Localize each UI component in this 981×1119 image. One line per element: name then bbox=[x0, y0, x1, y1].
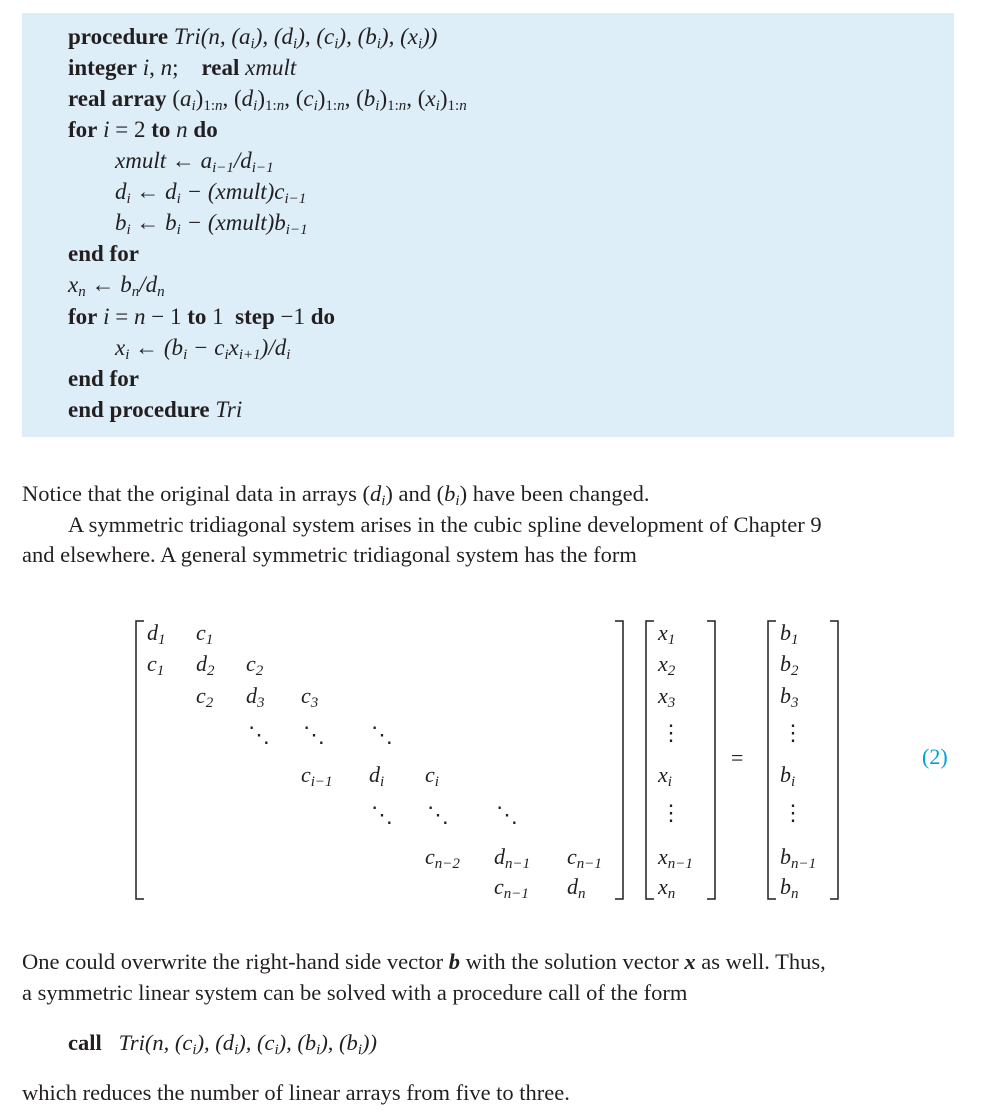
m-di: $d_i$ bbox=[369, 762, 385, 790]
procedure-signature: Tri(n, $(a_i)$, $(d_i)$, $(c_i)$, $(b_i)$, $(x_i)$) bbox=[173, 24, 438, 52]
x-vdots-1: ⋮ bbox=[660, 720, 682, 745]
bvec-left-bracket bbox=[768, 621, 776, 899]
int-vars-n: n bbox=[160, 55, 173, 80]
b-n: $b_n$ bbox=[780, 874, 799, 902]
m-d2: $d_2$ bbox=[196, 651, 215, 679]
b-vdots-2: ⋮ bbox=[782, 800, 804, 825]
paragraph-symmetric-1: A symmetric tridiagonal system arises in the cubic spline development of Chapter 9 bbox=[68, 512, 822, 537]
algo-line-d-update: $d_i$ ← $d_i$ − $(xmult)c_{i-1}$ bbox=[115, 179, 307, 207]
b-i: $b_i$ bbox=[780, 762, 796, 790]
bvec-right-bracket bbox=[830, 621, 838, 899]
m-cn-1b: $c_{n-1}$ bbox=[494, 874, 529, 902]
paragraph-overwrite-2: a symmetric linear system can be solved with a procedure call of the form bbox=[22, 980, 688, 1005]
int-vars: i bbox=[142, 55, 150, 80]
procedure-name: Tri bbox=[215, 397, 243, 422]
real-var: xmult bbox=[245, 55, 297, 80]
x-vdots-2: ⋮ bbox=[660, 800, 682, 825]
ddots-2: ⋱ bbox=[303, 722, 325, 747]
algo-line-declarations: integer i, n; real xmult bbox=[68, 55, 297, 80]
call-expression: Tri(n, $(c_i)$, $(d_i)$, $(c_i)$, $(b_i)$, $(b_i)$) bbox=[118, 1030, 377, 1058]
paragraph-symmetric-2: and elsewhere. A general symmetric tridiagonal system has the form bbox=[22, 542, 637, 567]
kw-real: real bbox=[201, 55, 240, 80]
kw-procedure: procedure bbox=[68, 24, 169, 49]
m-cn-1: $c_{n-1}$ bbox=[567, 844, 602, 872]
m-cn-2: $c_{n-2}$ bbox=[425, 844, 460, 872]
algo-line-endfor1: end for bbox=[68, 241, 139, 266]
x-n: $x_n$ bbox=[658, 874, 676, 902]
kw-end-procedure: end procedure bbox=[68, 397, 210, 422]
m-ci: $c_i$ bbox=[425, 762, 439, 790]
x-1: $x_1$ bbox=[658, 620, 676, 648]
x-n-1: $x_{n-1}$ bbox=[658, 844, 693, 872]
m-d3: $d_3$ bbox=[246, 683, 265, 711]
m-c1: $c_1$ bbox=[196, 620, 214, 648]
paragraph-reduces: which reduces the number of linear arrays from five to three. bbox=[22, 1080, 570, 1105]
x-i: $x_i$ bbox=[658, 762, 672, 790]
m-ci-1: $c_{i-1}$ bbox=[301, 762, 333, 790]
algo-line-for1: for i = 2 to n do bbox=[68, 117, 218, 142]
paragraph-notice: Notice that the original data in arrays $(d_i)$ and $(b_i)$ have been changed. bbox=[22, 481, 650, 509]
algo-line-for2: for i = n − 1 to 1 step −1 do bbox=[68, 304, 336, 329]
b-3: $b_3$ bbox=[780, 683, 799, 711]
b-2: $b_2$ bbox=[780, 651, 799, 679]
ddots-3: ⋱ bbox=[371, 722, 393, 747]
kw-real-array: real array bbox=[68, 86, 167, 111]
ddots-6: ⋱ bbox=[496, 802, 518, 827]
kw-integer: integer bbox=[68, 55, 137, 80]
x-3: $x_3$ bbox=[658, 683, 676, 711]
matrix-right-bracket bbox=[615, 621, 623, 899]
m-dn-1: $d_{n-1}$ bbox=[494, 844, 531, 872]
kw-call: call bbox=[68, 1030, 102, 1055]
m-c3: $c_3$ bbox=[301, 683, 319, 711]
algo-line-xi: $x_i$ ← $(b_i - c_ix_{i+1})/d_i$ bbox=[115, 335, 291, 363]
m-dn: $d_n$ bbox=[567, 874, 586, 902]
matrix-left-bracket bbox=[136, 621, 144, 899]
algo-line-endfor2: end for bbox=[68, 366, 139, 391]
m-c2: $c_2$ bbox=[246, 651, 264, 679]
b-1: $b_1$ bbox=[780, 620, 799, 648]
paragraph-overwrite-1: One could overwrite the right-hand side vector b with the solution vector x as well. Thus, bbox=[22, 949, 826, 974]
xvec-right-bracket bbox=[707, 621, 715, 899]
ddots-5: ⋱ bbox=[427, 802, 449, 827]
m-c2b: $c_2$ bbox=[196, 683, 214, 711]
m-d1: $d_1$ bbox=[147, 620, 166, 648]
x-2: $x_2$ bbox=[658, 651, 676, 679]
array-list: $(a_i)_{1:n}$, $(d_i)_{1:n}$, $(c_i)_{1:n}$, $(b_i)_{1:n}$, $(x_i)_{1:n}$ bbox=[172, 86, 467, 114]
b-n-1: $b_{n-1}$ bbox=[780, 844, 817, 872]
equation-number: (2) bbox=[922, 744, 948, 769]
ddots-1: ⋱ bbox=[248, 722, 270, 747]
algo-line-xmult: xmult ← $a_{i-1}/d_{i-1}$ bbox=[115, 148, 274, 176]
call-line bbox=[68, 1029, 377, 1064]
m-c1b: $c_1$ bbox=[147, 651, 165, 679]
xvec-left-bracket bbox=[646, 621, 654, 899]
equals-sign: = bbox=[731, 745, 744, 770]
algo-line-xn: $x_n$ ← $b_n/d_n$ bbox=[68, 272, 165, 300]
algo-line-b-update: $b_i$ ← $b_i$ − $(xmult)b_{i-1}$ bbox=[115, 210, 308, 238]
ddots-4: ⋱ bbox=[371, 802, 393, 827]
b-vdots-1: ⋮ bbox=[782, 720, 804, 745]
